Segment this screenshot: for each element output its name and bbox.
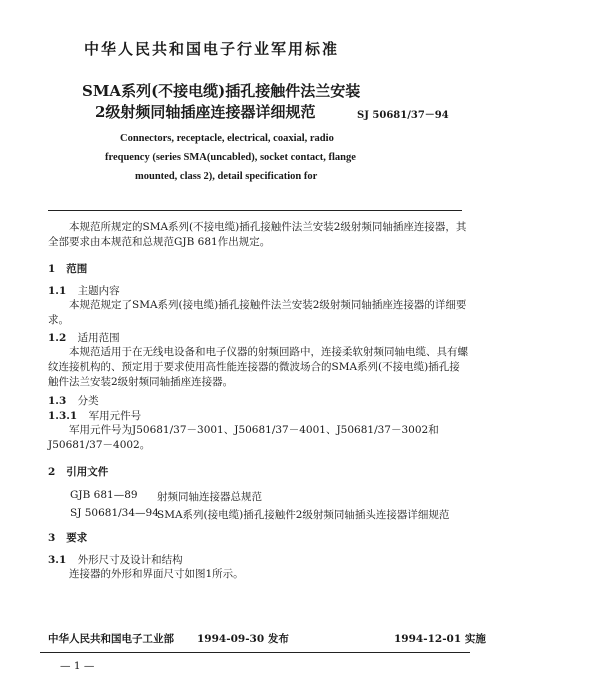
section-1-2-number: 1.2: [48, 332, 67, 344]
english-title-line-1: Connectors, receptacle, electrical, coaxial, radio: [120, 133, 334, 144]
section-1-heading: [48, 261, 87, 276]
section-1-3-1-heading: [48, 408, 141, 423]
section-1-title: 范围: [66, 263, 88, 275]
footer-divider: [40, 652, 470, 653]
standard-code: SJ 50681/37－94: [357, 110, 449, 121]
section-1-2-text: 本规范适用于在无线电设备和电子仪器的射频回路中，连接柔软射频同轴电缆、具有螺纹连接机构的、预定用于要求使用高性能连接器的微波场合的SMA系列(不接电缆)插孔接触件法兰安装2级射频同轴插座连接器。: [48, 346, 468, 388]
english-title-line-2: frequency (series SMA(uncabled), socket contact, flange: [105, 152, 356, 163]
reference-title: 射频同轴连接器总规范: [157, 491, 262, 503]
standard-type-header: 中华人民共和国电子行业军用标准: [84, 40, 340, 58]
section-1-1-heading: [48, 283, 120, 298]
title-line-2: 2级射频同轴插座连接器详细规范: [95, 103, 316, 121]
section-2-heading: [48, 464, 108, 479]
page-number: — 1 —: [60, 660, 95, 672]
section-1-3-1-number: 1.3.1: [48, 410, 78, 422]
implementation-date: 1994-12-01 实施: [394, 633, 486, 645]
section-1-1-number: 1.1: [48, 285, 67, 297]
english-title-line-3: mounted, class 2), detail specification for: [135, 171, 318, 182]
section-3-number: 3: [48, 532, 56, 544]
section-1-3-number: 1.3: [48, 395, 67, 407]
section-1-3-1-text: 军用元件号为J50681/37－3001、J50681/37－4001、J50681/37－3002和J50681/37－4002。: [48, 424, 439, 451]
reference-title: SMA系列(接电缆)插孔接触件2级射频同轴插头连接器详细规范: [157, 509, 450, 521]
reference-code: SJ 50681/34—94: [70, 507, 159, 519]
reference-code: GJB 681—89: [70, 489, 138, 501]
section-3-1-number: 3.1: [48, 554, 67, 566]
section-1-3-heading: [48, 393, 99, 408]
section-1-1-title: 主题内容: [77, 285, 120, 297]
section-3-1-title: 外形尺寸及设计和结构: [77, 554, 183, 566]
section-3-heading: [48, 530, 87, 545]
title-line-1: SMA系列(不接电缆)插孔接触件法兰安装: [82, 82, 361, 100]
section-3-title: 要求: [66, 532, 88, 544]
section-3-1-heading: [48, 552, 183, 567]
section-1-3-1-title: 军用元件号: [88, 410, 142, 422]
issue-date: 1994-09-30 发布: [197, 633, 289, 645]
section-2-number: 2: [48, 466, 56, 478]
section-3-1-text: 连接器的外形和界面尺寸如图1所示。: [69, 568, 244, 580]
section-1-1-text: 本规范规定了SMA系列(接电缆)插孔接触件法兰安装2级射频同轴插座连接器的详细要求。: [48, 299, 467, 326]
section-1-3-title: 分类: [77, 395, 99, 407]
section-1-2-heading: [48, 330, 120, 345]
section-1-number: 1: [48, 263, 56, 275]
header-divider: [48, 210, 462, 211]
issuing-organization: 中华人民共和国电子工业部: [48, 633, 174, 645]
section-1-2-title: 适用范围: [77, 332, 120, 344]
intro-paragraph: 本规范所规定的SMA系列(不接电缆)插孔接触件法兰安装2级射频同轴插座连接器，其全部要求由本规范和总规范GJB 681作出规定。: [48, 221, 467, 248]
section-2-title: 引用文件: [66, 466, 109, 478]
